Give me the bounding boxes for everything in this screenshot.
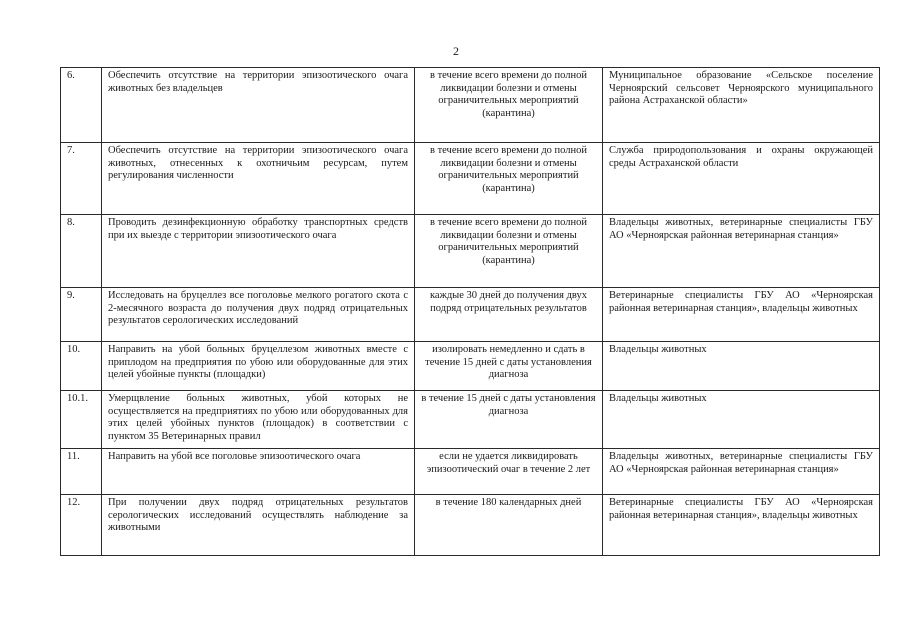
row-number: 6. — [61, 68, 102, 143]
measure-text: Направить на убой больных бруцеллезом животных вместе с приплодом на предприятия по убою или оборудованные для этих целей убойные пункты (площадки) — [102, 342, 415, 391]
table-row — [61, 215, 880, 288]
row-number: 9. — [61, 288, 102, 342]
responsible-text: Служба природопользования и охраны окружающей среды Астраханской области — [603, 143, 880, 215]
term-text: изолировать немедленно и сдать в течение 15 дней с даты установления диагноза — [415, 342, 603, 391]
row-number: 8. — [61, 215, 102, 288]
page-number: 2 — [453, 44, 459, 58]
measure-text: Умерщвление больных животных, убой которых не осуществляется на предприятиях по убою или оборудованных для этих целей убойных пунктов (площадок) в соответствии с пунктом 35 Ветеринарных правил — [102, 391, 415, 449]
table-row — [61, 342, 880, 391]
responsible-text: Владельцы животных, ветеринарные специалисты ГБУ АО «Черноярская районная ветеринарная станция» — [603, 449, 880, 495]
table-row — [61, 288, 880, 342]
table-row — [61, 68, 880, 143]
term-text: каждые 30 дней до получения двух подряд отрицательных результатов — [415, 288, 603, 342]
term-text: в течение всего времени до полной ликвидации болезни и отмены ограничительных мероприятий (карантина) — [415, 143, 603, 215]
table-row — [61, 143, 880, 215]
responsible-text: Владельцы животных, ветеринарные специалисты ГБУ АО «Черноярская районная ветеринарная станция» — [603, 215, 880, 288]
term-text: в течение 15 дней с даты установления диагноза — [415, 391, 603, 449]
row-number: 12. — [61, 495, 102, 556]
measure-text: Исследовать на бруцеллез все поголовье мелкого рогатого скота с 2-месячного возраста до получения двух подряд отрицательных результатов серологических исследований — [102, 288, 415, 342]
row-number: 11. — [61, 449, 102, 495]
responsible-text: Владельцы животных — [603, 342, 880, 391]
responsible-text: Ветеринарные специалисты ГБУ АО «Черноярская районная ветеринарная станция», владельцы животных — [603, 288, 880, 342]
table-row — [61, 449, 880, 495]
term-text: если не удается ликвидировать эпизоотический очаг в течение 2 лет — [415, 449, 603, 495]
table-row — [61, 495, 880, 556]
measure-text: Направить на убой все поголовье эпизоотического очага — [102, 449, 415, 495]
measure-text: Обеспечить отсутствие на территории эпизоотического очага животных без владельцев — [102, 68, 415, 143]
term-text: в течение всего времени до полной ликвидации болезни и отмены ограничительных мероприятий (карантина) — [415, 215, 603, 288]
term-text: в течение всего времени до полной ликвидации болезни и отмены ограничительных мероприятий (карантина) — [415, 68, 603, 143]
row-number: 7. — [61, 143, 102, 215]
measure-text: Обеспечить отсутствие на территории эпизоотического очага животных, отнесенных к охотничьим ресурсам, путем регулирования численности — [102, 143, 415, 215]
measures-table — [60, 67, 880, 556]
row-number: 10.1. — [61, 391, 102, 449]
responsible-text: Владельцы животных — [603, 391, 880, 449]
responsible-text: Муниципальное образование «Сельское поселение Черноярский сельсовет Черноярского муниципального района Астраханской области» — [603, 68, 880, 143]
measure-text: При получении двух подряд отрицательных результатов серологических исследований осуществлять наблюдение за животными — [102, 495, 415, 556]
responsible-text: Ветеринарные специалисты ГБУ АО «Черноярская районная ветеринарная станция», владельцы животных — [603, 495, 880, 556]
row-number: 10. — [61, 342, 102, 391]
term-text: в течение 180 календарных дней — [415, 495, 603, 556]
table-row — [61, 391, 880, 449]
measure-text: Проводить дезинфекционную обработку транспортных средств при их выезде с территории эпизоотического очага — [102, 215, 415, 288]
